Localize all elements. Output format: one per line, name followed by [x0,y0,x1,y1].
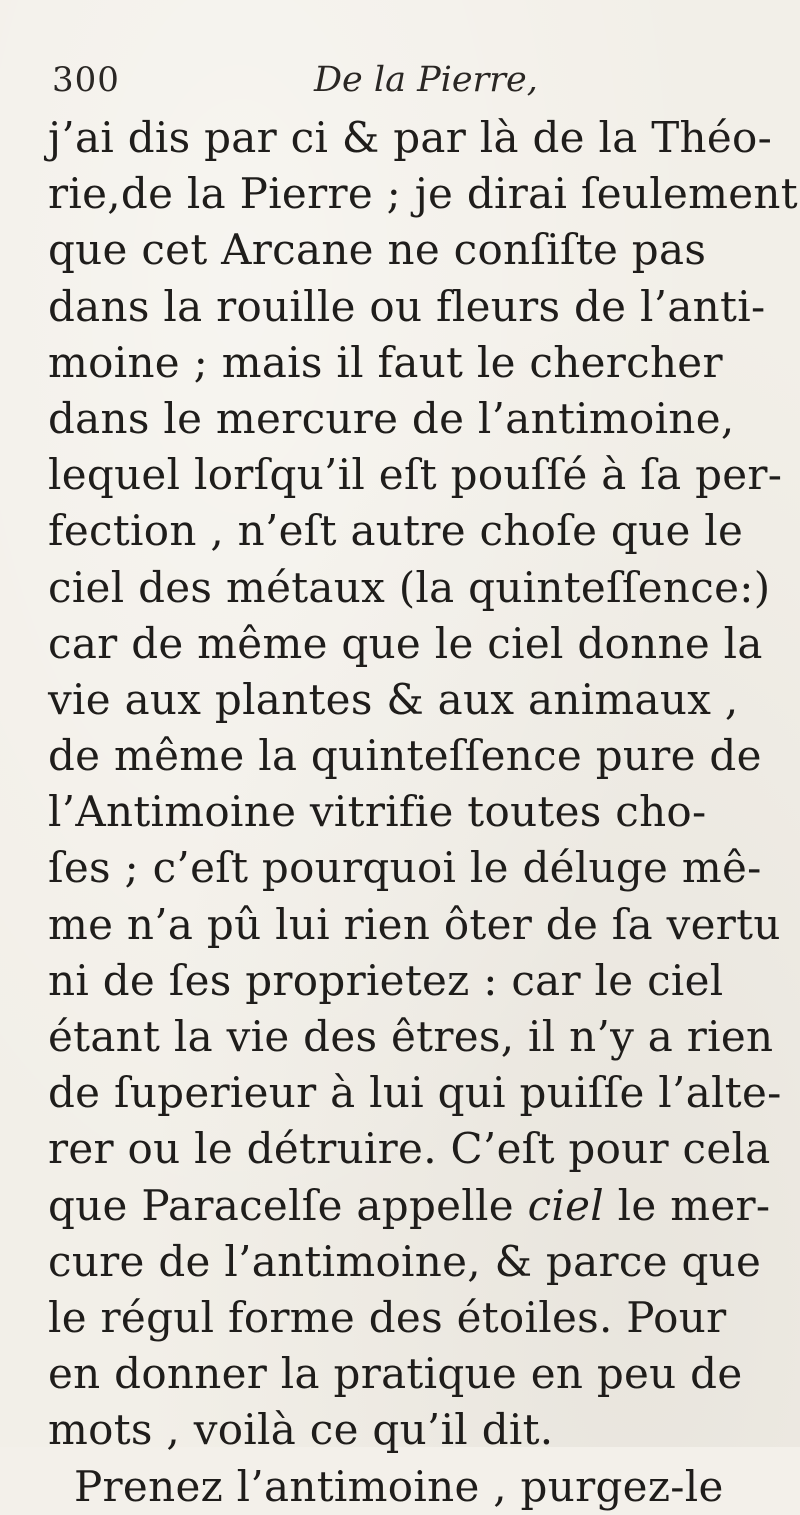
text-line: moine ; mais il faut le chercher [48,337,723,387]
page-number: 300 [52,60,120,100]
text-line: ciel des métaux (la quinteſſence:) [48,562,771,612]
text-line: Prenez l’antimoine , purgez-le [74,1461,724,1511]
text-line: mots , voilà ce qu’il dit. [48,1405,554,1455]
text-segment: que Paracelſe appelle [48,1180,528,1230]
text-line: vie aux plantes & aux animaux , [48,674,739,724]
text-line: rie,de la Pierre ; je dirai ſeulement [48,169,798,219]
text-line: de même la quinteſſence pure de [48,731,762,781]
italic-word: ciel [527,1180,605,1230]
body-text [48,110,798,1515]
text-line: cure de l’antimoine, & parce que [48,1236,762,1286]
text-line: en donner la pratique en peu de [48,1349,743,1399]
text-line: ſes ; c’eſt pourquoi le déluge mê- [48,843,762,893]
text-line: fection , n’eſt autre choſe que le [48,506,744,556]
text-line: de ſuperieur à lui qui puiſſe l’alte- [48,1068,782,1118]
text-line: l’Antimoine vitrifie toutes cho- [48,787,707,837]
running-title: De la Pierre, [314,60,538,100]
text-line: lequel lorſqu’il eſt pouſſé à ſa per- [48,450,783,500]
text-line: dans le mercure de l’antimoine, [48,393,735,443]
text-line: j’ai dis par ci & par là de la Théo- [48,113,773,162]
page-header [52,60,752,104]
text-line: le régul forme des étoiles. Pour [48,1292,727,1342]
text-line-with-italic [48,1178,771,1234]
text-line: rer ou le détruire. C’eſt pour cela [48,1124,771,1174]
text-line: que cet Arcane ne conſiſte pas [48,225,707,275]
text-line: ni de ſes proprietez : car le ciel [48,955,724,1005]
text-line: car de même que le ciel donne la [48,618,763,668]
text-line: étant la vie des êtres, il n’y a rien [48,1012,774,1061]
text-line: me n’a pû lui rien ôter de ſa vertu [48,899,781,949]
text-line: dans la rouille ou fleurs de l’anti- [48,281,766,331]
text-segment: le mer- [604,1180,771,1230]
